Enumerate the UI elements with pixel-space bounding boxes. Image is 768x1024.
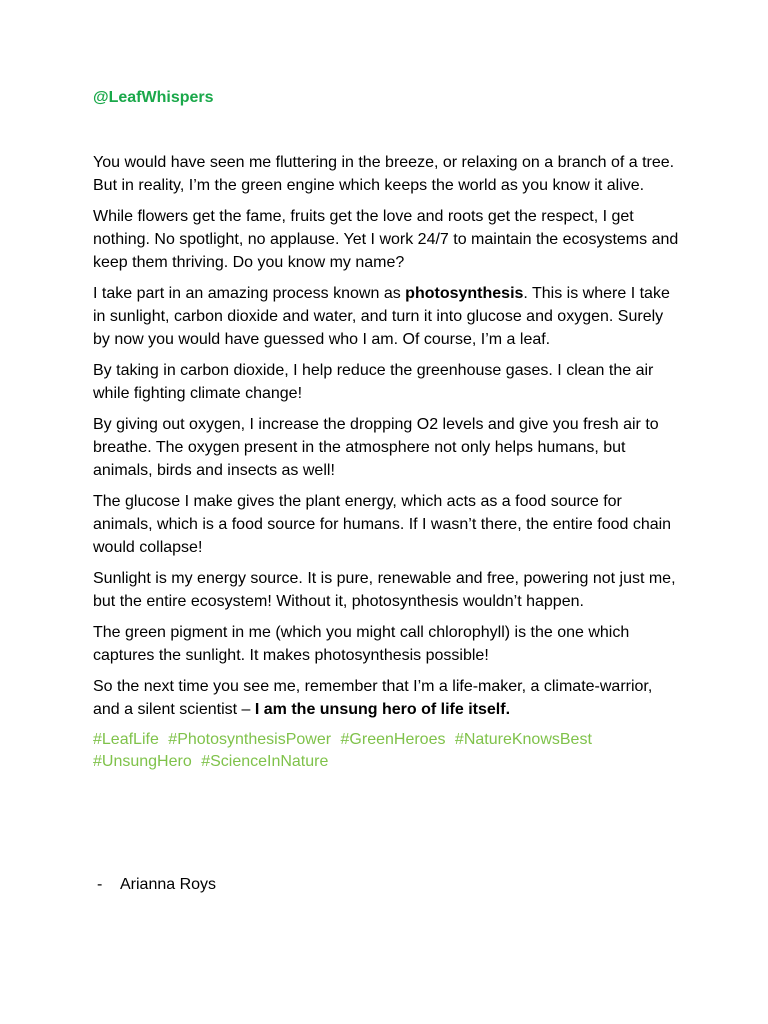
paragraph-8 bbox=[93, 621, 683, 667]
paragraph-text: You would have seen me fluttering in the breeze, or relaxing on a branch of a tree. But in reality, I’m the green engine which keeps the world as you know it alive. bbox=[93, 154, 675, 194]
hashtag-list bbox=[93, 729, 683, 773]
bold-closing-line: I am the unsung hero of life itself. bbox=[254, 701, 511, 718]
paragraph-9 bbox=[93, 675, 683, 721]
hashtag[interactable]: #NatureKnowsBest bbox=[454, 731, 592, 748]
paragraph-2 bbox=[93, 205, 683, 274]
signature-dash: - bbox=[97, 876, 103, 893]
hashtag[interactable]: #PhotosynthesisPower bbox=[168, 731, 332, 748]
signature bbox=[97, 873, 216, 897]
hashtag[interactable]: #GreenHeroes bbox=[340, 731, 446, 748]
paragraph-6 bbox=[93, 490, 683, 559]
paragraph-3 bbox=[93, 282, 683, 351]
paragraph-4 bbox=[93, 359, 683, 405]
paragraph-text: While flowers get the fame, fruits get the love and roots get the respect, I get nothing. No spotlight, no applause. Yet I work 24/7 to maintain the ecosystems and keep them thriving. Do you know my name? bbox=[93, 208, 679, 271]
paragraph-text: By taking in carbon dioxide, I help reduce the greenhouse gases. I clean the air while fighting climate change! bbox=[93, 362, 654, 402]
hashtag[interactable]: #LeafLife bbox=[93, 731, 159, 748]
paragraph-text: The green pigment in me (which you might call chlorophyll) is the one which captures the sunlight. It makes photosynthesis possible! bbox=[93, 624, 630, 664]
paragraph-text: . This is where I take in sunlight, carbon dioxide and water, and turn it into glucose and oxygen. Surely by now you would have guessed who I am. Of course, I’m a leaf. bbox=[93, 285, 670, 348]
paragraph-text: The glucose I make gives the plant energy, which acts as a food source for animals, which is a food source for humans. If I wasn’t there, the entire food chain would collapse! bbox=[93, 493, 672, 556]
author-handle: @LeafWhispers bbox=[93, 89, 214, 106]
hashtag[interactable]: #ScienceInNature bbox=[201, 753, 329, 770]
paragraph-1 bbox=[93, 151, 683, 197]
document-body bbox=[93, 86, 683, 773]
paragraph-7 bbox=[93, 567, 683, 613]
hashtag[interactable]: #UnsungHero bbox=[93, 753, 192, 770]
bold-term: photosynthesis bbox=[405, 285, 524, 302]
signature-name: Arianna Roys bbox=[120, 876, 217, 893]
paragraph-text: I take part in an amazing process known as bbox=[93, 285, 406, 302]
paragraph-5 bbox=[93, 413, 683, 482]
paragraph-text: So the next time you see me, remember that I’m a life-maker, a climate-warrior, and a silent scientist – bbox=[93, 678, 653, 718]
paragraph-text: Sunlight is my energy source. It is pure, renewable and free, powering not just me, but the entire ecosystem! Without it, photosynthesis wouldn’t happen. bbox=[93, 570, 676, 610]
paragraph-text: By giving out oxygen, I increase the dropping O2 levels and give you fresh air to breathe. The oxygen present in the atmosphere not only helps humans, but animals, birds and insects as well! bbox=[93, 416, 659, 479]
